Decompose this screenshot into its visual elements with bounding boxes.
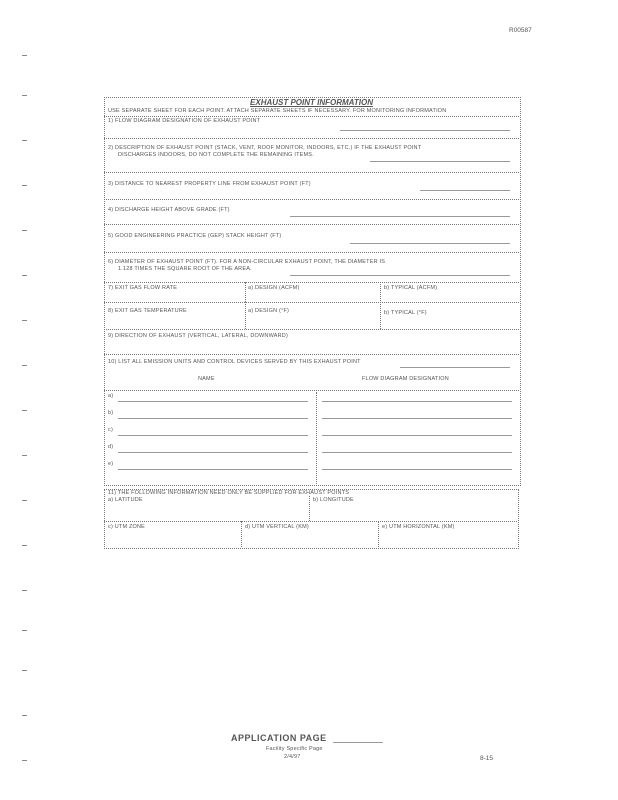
emission-flow-input-c[interactable] [322,435,512,436]
field-location-label: 11) THE FOLLOWING INFORMATION NEED ONLY BE SUPPLIED FOR EXHAUST POINTS [108,490,350,496]
field-description-input[interactable] [370,161,510,162]
field-utm-vertical-label: d) UTM VERTICAL (KM) [245,524,309,530]
page-number: 8-15 [480,755,494,762]
field-diameter-input[interactable] [290,275,510,276]
footer-title: APPLICATION PAGE [231,733,327,743]
row-label-c: c) [108,427,113,433]
emission-flow-input-e[interactable] [322,469,512,470]
emission-name-input-b[interactable] [118,418,308,419]
field-distance-input[interactable] [420,190,510,191]
footer-date: 2/4/97 [284,754,301,760]
field-flow-typical-label: b) TYPICAL (ACFM) [384,285,438,291]
field-direction-label: 9) DIRECTION OF EXHAUST (VERTICAL, LATERAL, DOWNWARD) [108,333,288,339]
emission-flow-input-a[interactable] [322,401,512,402]
field-gep-label: 5) GOOD ENGINEERING PRACTICE (GEP) STACK HEIGHT (FT) [108,233,282,239]
column-name-header: NAME [198,376,215,382]
field-longitude-label: b) LONGITUDE [313,497,354,503]
field-emission-units-input[interactable] [400,367,510,368]
field-temp-design-label: a) DESIGN (°F) [248,308,290,314]
footer-title-blank [333,742,383,743]
column-flow-header: FLOW DIAGRAM DESIGNATION [362,376,449,382]
field-diameter-label: 6) DIAMETER OF EXHAUST POINT (FT). FOR A NON-CIRCULAR EXHAUST POINT, THE DIAMETER IS [108,259,386,265]
emission-name-input-d[interactable] [118,452,308,453]
emission-name-input-a[interactable] [118,401,308,402]
field-emission-units-label: 10) LIST ALL EMISSION UNITS AND CONTROL DEVICES SERVED BY THIS EXHAUST POINT [108,359,361,365]
emission-flow-input-d[interactable] [322,452,512,453]
field-utm-horizontal-label: e) UTM HORIZONTAL (KM) [382,524,455,530]
row-label-b: b) [108,410,114,416]
emission-name-input-c[interactable] [118,435,308,436]
field-height-label: 4) DISCHARGE HEIGHT ABOVE GRADE (FT) [108,207,230,213]
location-box [104,489,519,549]
field-utm-zone-label: c) UTM ZONE [108,524,146,530]
row-label-a: a) [108,393,114,399]
field-diameter-label-2: 1.128 TIMES THE SQUARE ROOT OF THE AREA. [118,266,252,272]
field-flow-design-label: a) DESIGN (ACFM) [248,285,300,291]
field-description-label: 2) DESCRIPTION OF EXHAUST POINT (STACK, VENT, ROOF MONITOR, INDOORS, ETC.) IF THE EXHAUST POINT [108,145,422,151]
emission-name-input-e[interactable] [118,469,308,470]
field-description-label-2: DISCHARGES INDOORS, DO NOT COMPLETE THE REMAINING ITEMS. [118,152,314,158]
field-flow-rate-label: 7) EXIT GAS FLOW RATE [108,285,178,291]
footer-subtitle: Facility Specific Page [266,746,323,752]
field-flow-diagram-label: 1) FLOW DIAGRAM DESIGNATION OF EXHAUST POINT [108,118,261,124]
emission-flow-input-b[interactable] [322,418,512,419]
section-title: EXHAUST POINT INFORMATION [250,98,373,107]
field-flow-diagram-input[interactable] [340,130,510,131]
field-distance-label: 3) DISTANCE TO NEAREST PROPERTY LINE FROM EXHAUST POINT (FT) [108,181,311,187]
document-id: R00587 [509,27,532,34]
field-latitude-label: a) LATITUDE [108,497,143,503]
field-temp-typical-label: b) TYPICAL (°F) [384,310,427,316]
field-temperature-label: 8) EXIT GAS TEMPERATURE [108,308,187,314]
row-label-e: e) [108,461,114,467]
row-label-d: d) [108,444,114,450]
form-instructions: USE SEPARATE SHEET FOR EACH POINT. ATTACH SEPARATE SHEETS IF NECESSARY. FOR MONITORING INFORMATION [108,108,447,114]
field-gep-input[interactable] [350,243,510,244]
field-height-input[interactable] [290,216,510,217]
